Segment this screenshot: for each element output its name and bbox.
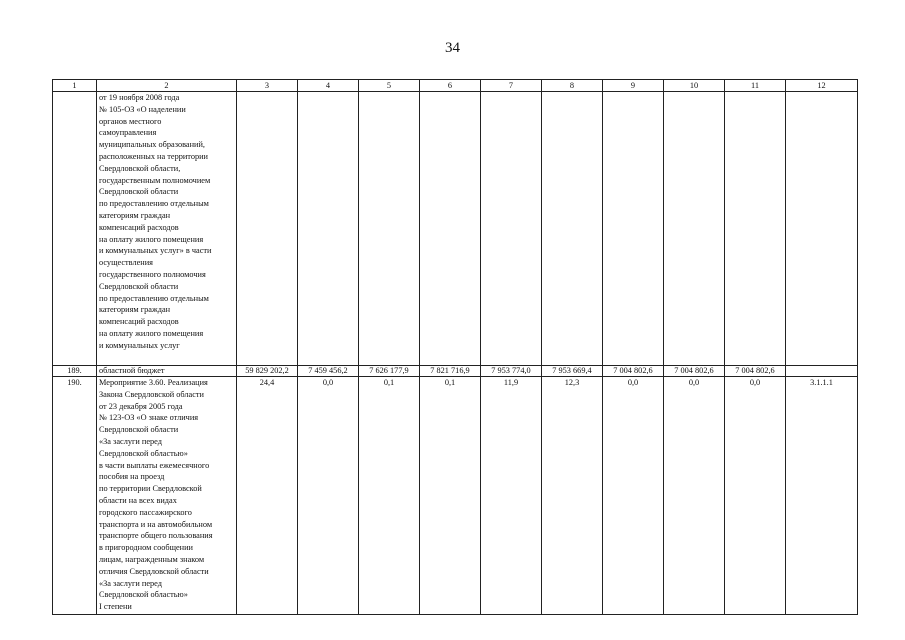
header-cell: 5 xyxy=(359,80,420,92)
description-line: Свердловской области, xyxy=(99,163,181,173)
table-row xyxy=(53,377,858,615)
header-cell: 10 xyxy=(664,80,725,92)
description-line: Закона Свердловской области xyxy=(99,389,204,399)
description-line: отличия Свердловской области xyxy=(99,566,209,576)
header-cell: 11 xyxy=(725,80,786,92)
description-line: от 23 декабря 2005 года xyxy=(99,401,183,411)
value-cell: 11,9 xyxy=(481,377,542,615)
description-line: компенсаций расходов xyxy=(99,222,179,232)
table-row xyxy=(53,366,858,377)
description-line: расположенных на территории xyxy=(99,151,208,161)
description-line: государственного полномочия xyxy=(99,269,206,279)
description-line: государственным полномочием xyxy=(99,175,211,185)
header-cell: 3 xyxy=(237,80,298,92)
row-number: 190. xyxy=(53,377,97,615)
value-cell: 12,3 xyxy=(542,377,603,615)
description-line: транспорта и на автомобильном xyxy=(99,519,213,529)
description-line: городского пассажирского xyxy=(99,507,192,517)
description-line: категориям граждан xyxy=(99,305,171,315)
description-line: и коммунальных услуг xyxy=(99,340,180,350)
header-cell: 4 xyxy=(298,80,359,92)
description-line: «За заслуги перед xyxy=(99,436,162,446)
value-cell: 0,0 xyxy=(664,377,725,615)
description-line: самоуправления xyxy=(99,128,157,138)
description-line: Свердловской областью» xyxy=(99,448,188,458)
value-cell xyxy=(481,92,542,366)
description-line: по территории Свердловской xyxy=(99,484,202,494)
description-line: «За заслуги перед xyxy=(99,578,162,588)
value-cell xyxy=(359,92,420,366)
row-number: 189. xyxy=(53,366,97,377)
description-line: Свердловской области xyxy=(99,425,179,435)
description-line: лицам, награжденным знаком xyxy=(99,554,205,564)
value-cell xyxy=(603,92,664,366)
description-line: пособия на проезд xyxy=(99,472,165,482)
description-line: по предоставлению отдельным xyxy=(99,293,209,303)
description-line: I степени xyxy=(99,602,132,612)
value-cell: 0,0 xyxy=(298,377,359,615)
page-number: 34 xyxy=(445,40,460,56)
description-line: и коммунальных услуг» в части xyxy=(99,246,212,256)
description-line: № 123-ОЗ «О знаке отличия xyxy=(99,413,199,423)
header-cell: 6 xyxy=(420,80,481,92)
description-line: Свердловской области xyxy=(99,187,179,197)
value-cell: 0,1 xyxy=(359,377,420,615)
description-line: от 19 ноября 2008 года xyxy=(99,93,180,102)
description-line: Мероприятие 3.60. Реализация xyxy=(99,378,208,387)
row-number xyxy=(53,92,97,366)
value-cell: 7 626 177,9 xyxy=(359,366,420,377)
row-description xyxy=(97,366,237,377)
value-cell: 24,4 xyxy=(237,377,298,615)
description-line: области на всех видах xyxy=(99,495,177,505)
value-cell: 7 953 669,4 xyxy=(542,366,603,377)
description-line: на оплату жилого помещения xyxy=(99,328,204,338)
target-code: 3.1.1.1 xyxy=(786,377,858,615)
description-line: компенсаций расходов xyxy=(99,317,179,327)
value-cell xyxy=(420,92,481,366)
header-cell: 12 xyxy=(786,80,858,92)
description-line: транспорте общего пользования xyxy=(99,531,213,541)
value-cell xyxy=(237,92,298,366)
description-line: областной бюджет xyxy=(99,366,165,375)
value-cell xyxy=(298,92,359,366)
header-cell: 2 xyxy=(97,80,237,92)
description-line: по предоставлению отдельным xyxy=(99,199,209,209)
header-row xyxy=(53,80,858,92)
value-cell xyxy=(664,92,725,366)
value-cell xyxy=(542,92,603,366)
description-line: в пригородном сообщении xyxy=(99,543,193,553)
table-row xyxy=(53,92,858,366)
description-line: № 105-ОЗ «О наделении xyxy=(99,104,186,114)
header-cell: 9 xyxy=(603,80,664,92)
description-line: муниципальных образований, xyxy=(99,140,205,150)
description-line: в части выплаты ежемесячного xyxy=(99,460,210,470)
description-line: Свердловской областью» xyxy=(99,590,188,600)
value-cell: 59 829 202,2 xyxy=(237,366,298,377)
budget-table xyxy=(52,79,858,615)
value-cell: 7 459 456,2 xyxy=(298,366,359,377)
description-line: на оплату жилого помещения xyxy=(99,234,204,244)
header-cell: 7 xyxy=(481,80,542,92)
target-code xyxy=(786,92,858,366)
description-line: категориям граждан xyxy=(99,210,171,220)
description-line: осуществления xyxy=(99,258,153,268)
value-cell xyxy=(725,92,786,366)
header-cell: 8 xyxy=(542,80,603,92)
value-cell: 7 953 774,0 xyxy=(481,366,542,377)
value-cell: 7 821 716,9 xyxy=(420,366,481,377)
description-line: Свердловской области xyxy=(99,281,179,291)
row-description xyxy=(97,92,237,366)
target-code xyxy=(786,366,858,377)
value-cell: 7 004 802,6 xyxy=(603,366,664,377)
row-description xyxy=(97,377,237,615)
value-cell: 7 004 802,6 xyxy=(664,366,725,377)
description-line: органов местного xyxy=(99,116,162,126)
value-cell: 0,1 xyxy=(420,377,481,615)
header-cell: 1 xyxy=(53,80,97,92)
value-cell: 7 004 802,6 xyxy=(725,366,786,377)
value-cell: 0,0 xyxy=(725,377,786,615)
value-cell: 0,0 xyxy=(603,377,664,615)
